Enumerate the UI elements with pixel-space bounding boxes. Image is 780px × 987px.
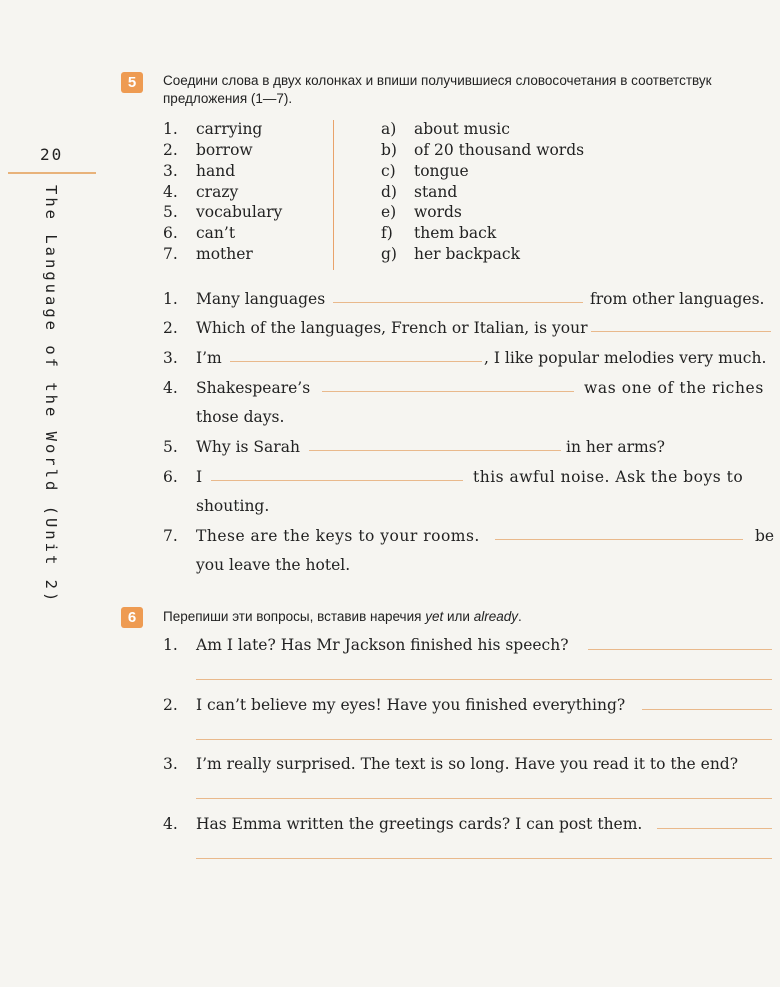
answer-line[interactable] bbox=[196, 798, 772, 799]
sentence-text: this awful noise. Ask the boys to bbox=[473, 468, 744, 486]
answer-blank[interactable] bbox=[495, 539, 743, 540]
sentence-text: I bbox=[196, 468, 203, 486]
question-number: 1. bbox=[163, 636, 178, 654]
instruction-text: или bbox=[443, 609, 474, 624]
answer-blank[interactable] bbox=[322, 391, 574, 392]
right-item-letter: a) bbox=[381, 120, 397, 138]
right-item-letter: f) bbox=[381, 224, 393, 242]
right-item-letter: b) bbox=[381, 141, 397, 159]
answer-blank[interactable] bbox=[333, 302, 583, 303]
task-5-badge: 5 bbox=[121, 72, 143, 93]
sentence-number: 4. bbox=[163, 379, 178, 397]
sentence-number: 1. bbox=[163, 290, 178, 308]
answer-line[interactable] bbox=[196, 679, 772, 680]
right-item-text: words bbox=[414, 203, 462, 221]
page-number: 20 bbox=[40, 145, 64, 164]
sentence-number: 2. bbox=[163, 319, 178, 337]
question-number: 3. bbox=[163, 755, 178, 773]
task-6-badge: 6 bbox=[121, 607, 143, 628]
sentence-text: Shakespeare’s bbox=[196, 379, 311, 397]
answer-blank[interactable] bbox=[309, 450, 561, 451]
task-5-instruction-line2: предложения (1—7). bbox=[163, 91, 293, 106]
answer-blank[interactable] bbox=[588, 649, 772, 650]
question-text: Am I late? Has Mr Jackson finished his speech? bbox=[196, 636, 569, 654]
instruction-text: Перепиши эти вопросы, вставив наречия bbox=[163, 609, 426, 624]
sentence-text: Why is Sarah bbox=[196, 438, 300, 456]
sentence-text: those days. bbox=[196, 408, 285, 426]
sentence-text: shouting. bbox=[196, 497, 270, 515]
sentence-text: was one of the riches bbox=[584, 379, 764, 397]
right-item-letter: e) bbox=[381, 203, 397, 221]
sentence-text: These are the keys to your rooms. bbox=[196, 527, 480, 545]
sentence-text: Which of the languages, French or Italian, is your bbox=[196, 319, 588, 337]
sentence-text: you leave the hotel. bbox=[196, 556, 351, 574]
task-5-instruction-line1: Соедини слова в двух колонках и впиши получившиеся словосочетания в соответствук bbox=[163, 73, 712, 88]
answer-blank[interactable] bbox=[591, 331, 771, 332]
sentence-number: 6. bbox=[163, 468, 178, 486]
left-item-num: 3. bbox=[163, 162, 178, 180]
left-item-num: 2. bbox=[163, 141, 178, 159]
question-text: I’m really surprised. The text is so long. Have you read it to the end? bbox=[196, 755, 739, 773]
left-item-num: 1. bbox=[163, 120, 178, 138]
left-item-text: crazy bbox=[196, 183, 239, 201]
answer-blank[interactable] bbox=[642, 709, 772, 710]
question-number: 4. bbox=[163, 815, 178, 833]
left-item-text: hand bbox=[196, 162, 236, 180]
sidebar-divider bbox=[8, 172, 96, 174]
sentence-text: Many languages bbox=[196, 290, 326, 308]
left-item-text: borrow bbox=[196, 141, 253, 159]
right-item-text: her backpack bbox=[414, 245, 520, 263]
right-item-text: tongue bbox=[414, 162, 469, 180]
sentence-text: from other languages. bbox=[590, 290, 765, 308]
adverb-already: already bbox=[473, 609, 518, 624]
right-item-letter: g) bbox=[381, 245, 397, 263]
sentence-number: 3. bbox=[163, 349, 178, 367]
right-item-text: stand bbox=[414, 183, 458, 201]
sentence-text: I’m bbox=[196, 349, 222, 367]
unit-title: The Language of the World (Unit 2) bbox=[42, 185, 60, 605]
left-item-text: mother bbox=[196, 245, 253, 263]
right-item-text: them back bbox=[414, 224, 497, 242]
adverb-yet: yet bbox=[425, 609, 444, 624]
right-item-letter: c) bbox=[381, 162, 396, 180]
sentence-number: 5. bbox=[163, 438, 178, 456]
right-item-text: about music bbox=[414, 120, 510, 138]
answer-line[interactable] bbox=[196, 858, 772, 859]
sentence-text: in her arms? bbox=[566, 438, 665, 456]
question-text: I can’t believe my eyes! Have you finished everything? bbox=[196, 696, 626, 714]
column-divider bbox=[333, 120, 334, 270]
left-item-text: can’t bbox=[196, 224, 236, 242]
right-item-text: of 20 thousand words bbox=[414, 141, 585, 159]
answer-blank[interactable] bbox=[230, 361, 482, 362]
sentence-text: , I like popular melodies very much. bbox=[484, 349, 767, 367]
left-item-text: carrying bbox=[196, 120, 263, 138]
right-item-letter: d) bbox=[381, 183, 397, 201]
left-item-num: 6. bbox=[163, 224, 178, 242]
task-6-instruction bbox=[163, 608, 522, 626]
question-number: 2. bbox=[163, 696, 178, 714]
answer-blank[interactable] bbox=[211, 480, 463, 481]
instruction-text: . bbox=[517, 609, 522, 624]
left-item-num: 5. bbox=[163, 203, 178, 221]
sentence-number: 7. bbox=[163, 527, 178, 545]
left-item-num: 7. bbox=[163, 245, 178, 263]
left-item-num: 4. bbox=[163, 183, 178, 201]
answer-blank[interactable] bbox=[657, 828, 772, 829]
question-text: Has Emma written the greetings cards? I can post them. bbox=[196, 815, 643, 833]
left-item-text: vocabulary bbox=[196, 203, 283, 221]
answer-line[interactable] bbox=[196, 739, 772, 740]
sentence-text: be bbox=[755, 527, 775, 545]
